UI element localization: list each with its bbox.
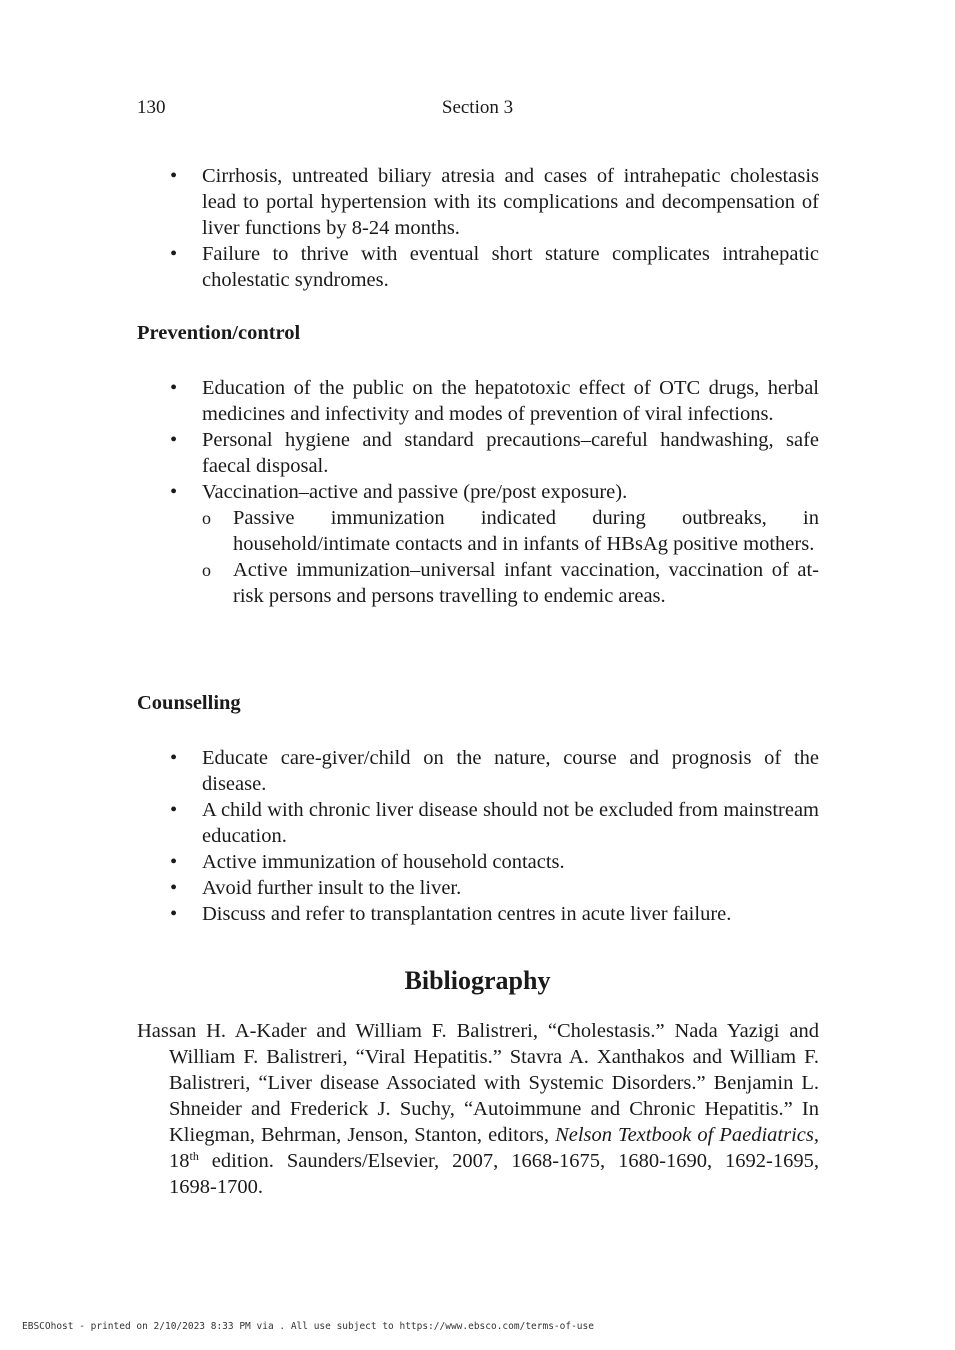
bullet-icon: • bbox=[170, 243, 178, 265]
sub-list-item: o Active immunization–universal infant vaccination, vaccination of at-risk persons and persons travelling to endemic areas. bbox=[202, 559, 819, 607]
list-item: • Discuss and refer to transplantation centres in acute liver failure. bbox=[170, 903, 732, 925]
bibliography-title: Bibliography bbox=[404, 966, 551, 995]
bullet-icon: • bbox=[170, 799, 178, 821]
list-item: • Personal hygiene and standard precautions–careful handwashing, safe faecal disposal. bbox=[170, 429, 819, 477]
page-number: 130 bbox=[137, 97, 166, 118]
list-item: • Educate care-giver/child on the nature, course and prognosis of the disease. bbox=[170, 747, 819, 795]
sub-list-item: o Passive immunization indicated during outbreaks, in household/intimate contacts and in infants of HBsAg positive mothers. bbox=[202, 507, 819, 555]
bullet-icon: • bbox=[170, 481, 178, 503]
list-item: • Active immunization of household contacts. bbox=[170, 851, 565, 873]
list-item: • Education of the public on the hepatotoxic effect of OTC drugs, herbal medicines and infectivity and modes of prevention of viral infections. bbox=[170, 377, 819, 425]
print-footer: EBSCOhost - printed on 2/10/2023 8:33 PM via . All use subject to https://www.ebsco.com/terms-of-use bbox=[22, 1321, 594, 1332]
counselling-list bbox=[137, 745, 819, 927]
circle-bullet-icon: o bbox=[202, 560, 211, 580]
bullet-icon: • bbox=[170, 903, 178, 925]
book-title: Nelson Textbook of Paediatrics bbox=[555, 1124, 814, 1146]
section-heading-prevention: Prevention/control bbox=[137, 322, 301, 344]
section-heading-counselling: Counselling bbox=[137, 692, 241, 714]
bullet-icon: • bbox=[170, 851, 178, 873]
bullet-icon: • bbox=[170, 165, 178, 187]
bullet-icon: • bbox=[170, 877, 178, 899]
list-item: • Failure to thrive with eventual short stature complicates intrahepatic cholestatic syndromes. bbox=[170, 243, 819, 291]
complications-list bbox=[137, 163, 819, 293]
bibliography-reference: Hassan H. A-Kader and William F. Balistreri, “Cholestasis.” Nada Yazigi and William F. Balistreri, “Viral Hepatitis.” Stavra A. Xanthakos and William F. Balistreri, “Liver disease Associated with Systemic Disorders.” Benjamin L. Shneider and Frederick J. Suchy, “Autoimmune and Chronic Hepatitis.” In Kliegman, Behrman, Jenson, Stanton, editors, Nelson Textbook of Paediatrics, 18th edition. Saunders/Elsevier, 2007, 1668-1675, 1680-1690, 1692-1695, 1698-1700. bbox=[137, 1020, 819, 1198]
list-item: • A child with chronic liver disease should not be excluded from mainstream education. bbox=[170, 799, 819, 847]
running-head: Section 3 bbox=[441, 97, 514, 118]
list-item: • Avoid further insult to the liver. bbox=[170, 877, 462, 899]
bullet-icon: • bbox=[170, 429, 178, 451]
prevention-list bbox=[137, 375, 819, 609]
bullet-icon: • bbox=[170, 747, 178, 769]
list-item: • Vaccination–active and passive (pre/post exposure). o Passive immunization indicated during outbreaks, in household/intimate contacts and in infants of HBsAg positive mothers. o Active immunization–universal infant vaccination, vaccination of at-risk persons and persons travelling to endemic areas. bbox=[170, 481, 819, 607]
circle-bullet-icon: o bbox=[202, 508, 211, 528]
bullet-icon: • bbox=[170, 377, 178, 399]
list-item: • Cirrhosis, untreated biliary atresia and cases of intrahepatic cholestasis lead to portal hypertension with its complications and decompensation of liver functions by 8-24 months. bbox=[170, 165, 819, 239]
